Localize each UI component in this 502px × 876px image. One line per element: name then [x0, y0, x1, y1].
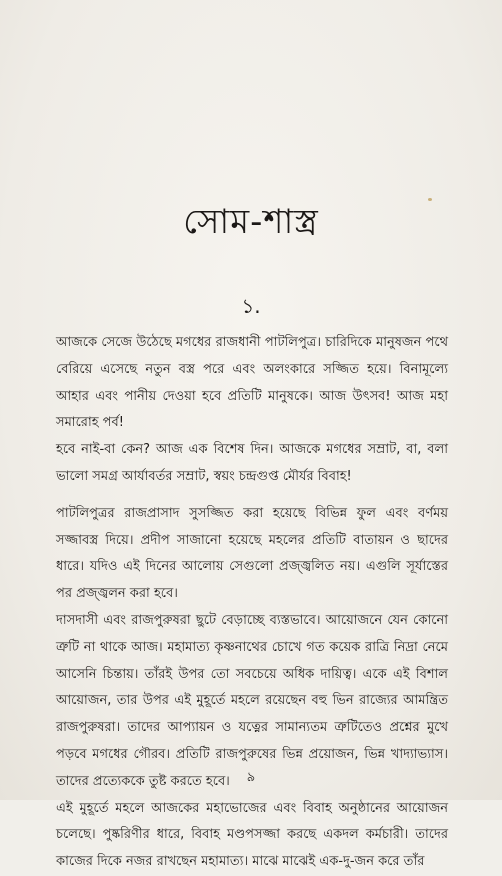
paragraph: পাটলিপুত্রর রাজপ্রাসাদ সুসজ্জিত করা হয়েছে বিভিন্ন ফুল এবং বর্ণময় সজ্জাবস্ত্র দিয়ে। প্রদীপ সাজানো হয়েছে মহলের প্রতিটি বাতায়ন ও ছাদের ধারে। যদিও এই দিনের আলোয় সেগুলো প্রজ্জ্বলিত নয়। এগুলি সূর্যাস্তের পর প্রজ্জ্বলন করা হবে। — [56, 505, 448, 602]
chapter-number: ১. — [241, 294, 261, 318]
paragraph: হবে নাই-বা কেন? আজ এক বিশেষ দিন। আজকে মগধের সম্রাট, বা, বলা ভালো সমগ্র আর্যাবর্তর সম্রাট, স্বয়ং চন্দ্রগুপ্ত মৌর্যর বিবাহ! — [56, 442, 448, 484]
paragraph: এই মুহূর্তে মহলে আজকের মহাভোজের এবং বিবাহ অনুষ্ঠানের আয়োজন চলেছে। পুষ্করিণীর ধারে, বিবাহ মণ্ডপসজ্জা করছে একদল কর্মচারী। তাদের কাজের দিকে নজর রাখছেন মহামাত্য। মাঝে মাঝেই এক-দু-জন করে তাঁর — [56, 800, 448, 870]
chapter-title: সোম-শাস্ত্র — [183, 202, 319, 242]
paragraph: আজকে সেজে উঠেছে মগধের রাজধানী পাটলিপুত্র। চারিদিকে মানুষজন পথে বেরিয়ে এসেছে নতুন বস্ত্র পরে এবং অলংকারে সজ্জিত হয়ে। বিনামূল্যে আহার এবং পানীয় দেওয়া হবে প্রতিটি মানুষকে। আজ উৎসব! আজ মহা সমারোহ পর্ব! — [56, 335, 448, 431]
page-number: ৯ — [246, 770, 256, 785]
body-text — [56, 330, 448, 876]
paragraph: দাসদাসী এবং রাজপুরুষরা ছুটে বেড়াচ্ছে ব্যস্তভাবে। আয়োজনে যেন কোনো ত্রুটি না থাকে আজ। মহামাত্য কৃষ্ণনাথের চোখে গত কয়েক রাত্রি নিদ্রা নেমে আসেনি চিন্তায়। তাঁরই উপর তো সবচেয়ে অধিক দায়িত্ব। একে এই বিশাল আয়োজন, তার উপর এই মুহূর্তে মহলে রয়েছেন বহু ভিন রাজ্যের আমন্ত্রিত রাজপুরুষরা। তাদের আপ্যায়ন ও যত্নের সামান্যতম ত্রুটিতেও প্রশ্নের মুখে পড়বে মগধের গৌরব। প্রতিটি রাজপুরুষের ভিন্ন প্রয়োজন, ভিন্ন খাদ্যাভ্যাস। তাদের প্রত্যেককে তুষ্ট করতে হবে। — [56, 612, 448, 789]
